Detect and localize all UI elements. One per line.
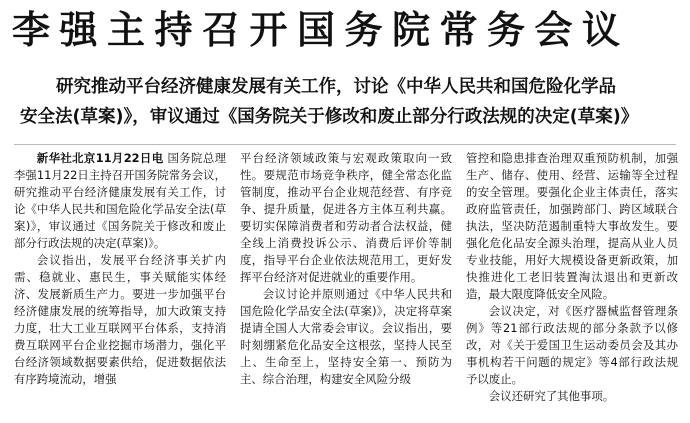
- subheadline-line-1: 研究推动平台经济健康发展有关工作，讨论《中华人民共和国危险化学品: [56, 77, 616, 97]
- dateline: 新华社北京11月22日电: [36, 151, 164, 165]
- article-paragraph: 平台经济领域政策与宏观政策取向一致性。要规范市场竞争秩序，健全常态化监管制度，推动平台企业规范经营、有序竞争、提升质量，促进各方主体互利共赢。要切实保障消费者和劳动者合法权益，健全线上消费投诉公示、消费后评价等制度，指导平台企业依法规范用工，更好发挥平台经济对促进就业的重要作用。: [240, 151, 452, 284]
- article-column-3: [466, 150, 678, 423]
- article-paragraph: 管控和隐患排查治理双重预防机制，加强生产、储存、使用、经营、运输等全过程的安全管理。要强化企业主体责任，落实政府监管责任，加强跨部门、跨区域联合执法，坚决防范遏制重特大事故发生。要强化危化品安全源头治理，提高从业人员专业技能，用好大规模设备更新政策，加快推进化工老旧装置淘汰退出和更新改造，最大限度降低安全风险。: [466, 151, 678, 301]
- paragraph-text: 国务院总理李强11月22日主持召开国务院常务会议，研究推动平台经济健康发展有关工作，讨论《中华人民共和国危险化学品安全法(草案)》，审议通过《国务院关于修改和废止部分行政法规的决定(草案)》。: [14, 151, 226, 250]
- article-paragraph: 会议决定，对《医疗器械监督管理条例》等21部行政法规的部分条款予以修改，对《关于爱国卫生运动委员会及其办事机构若干问题的规定》等4部行政法规予以废止。: [466, 304, 678, 386]
- article-column-2: [240, 150, 452, 423]
- article-paragraph: 会议还研究了其他事项。: [488, 389, 615, 403]
- divider: [14, 144, 676, 145]
- subheadline: [20, 72, 670, 132]
- article-body: [14, 150, 678, 423]
- article-column-1: [14, 150, 226, 423]
- subheadline-line-2: 安全法(草案)》，审议通过《国务院关于修改和废止部分行政法规的决定(草案)》: [20, 107, 639, 127]
- article-paragraph: [14, 150, 226, 252]
- article-paragraph: 会议讨论并原则通过《中华人民共和国危险化学品安全法(草案)》，决定将草案提请全国人大常委会审议。会议指出，要时刻绷紧危化品安全这根弦，坚持人民至上、生命至上，坚持安全第一、预防为主、综合治理，构建安全风险分级: [240, 287, 452, 386]
- headline: 李强主持召开国务院常务会议: [12, 7, 630, 52]
- article-paragraph: 会议指出，发展平台经济事关扩内需、稳就业、惠民生，事关赋能实体经济、发展新质生产力。要进一步加强平台经济健康发展的统筹指导，加大政策支持力度，壮大工业互联网平台体系，支持消费互联网平台企业挖掘市场潜力，强化平台经济领域数据要素供给，促进数据依法有序跨境流动，增强: [14, 253, 226, 386]
